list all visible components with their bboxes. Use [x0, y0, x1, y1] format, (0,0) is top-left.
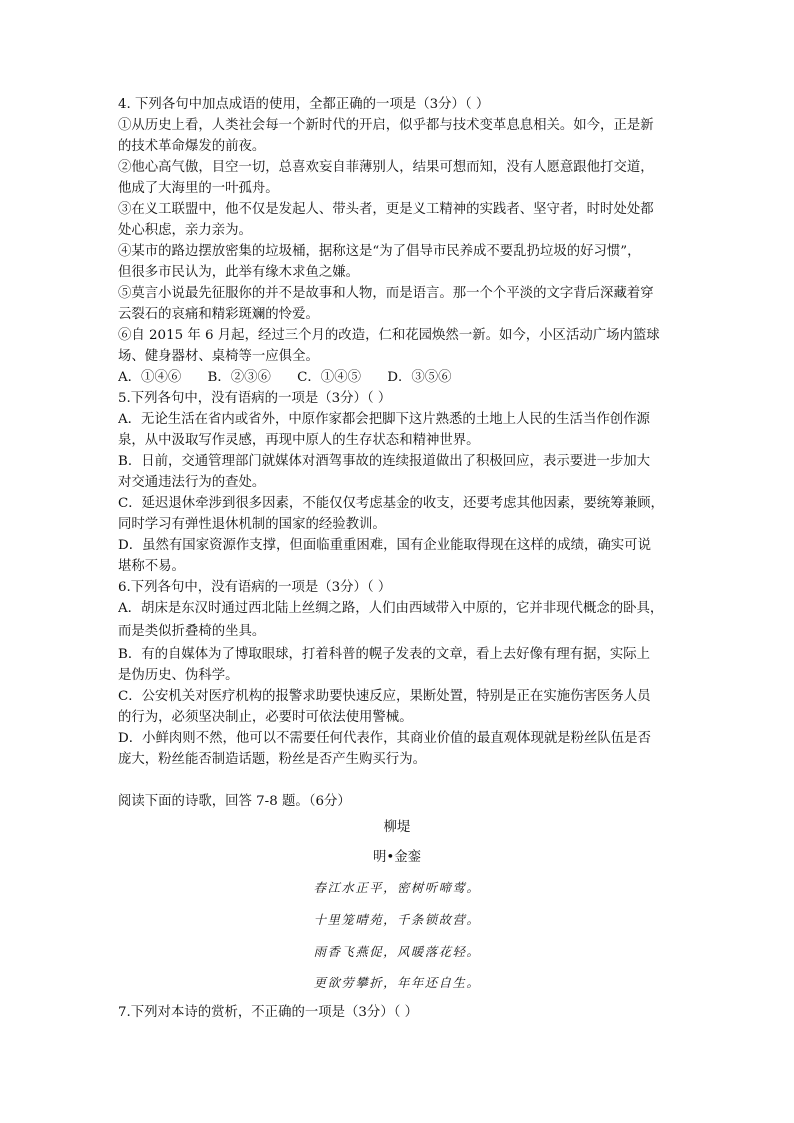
- q4-sentence-1-line-1: ①从历史上看，人类社会每一个新时代的开启，似乎都与技术变革息息相关。如今，正是新: [118, 118, 654, 133]
- poem-line-1: 春江水正平，密树听啼莺。: [313, 880, 481, 895]
- q5-option-c-line-2: 同时学习有弹性退休机制的国家的经验教训。: [118, 517, 386, 532]
- q6-option-c-line-2: 的行为，必须坚决制止，必要时可依法使用警械。: [118, 710, 413, 725]
- reading-intro: 阅读下面的诗歌，回答 7-8 题。（6分）: [118, 794, 351, 809]
- q4-option-b: B．②③⑥: [207, 370, 271, 385]
- q4-sentence-2-line-2: 他成了大海里的一叶孤舟。: [118, 181, 279, 196]
- q4-sentence-1-line-2: 的技术革命爆发的前夜。: [118, 139, 266, 154]
- q4-sentence-4-line-1: ④某市的路边摆放密集的垃圾桶，据称这是“为了倡导市民养成不要乱扔垃圾的好习惯”，: [118, 244, 641, 259]
- q6-option-c-line-1: C．公安机关对医疗机构的报警求助要快速反应，果断处置，特别是正在实施伤害医务人员: [118, 689, 651, 704]
- q7-stem: 7.下列对本诗的赏析，不正确的一项是（3分）（ ）: [118, 1005, 419, 1020]
- q4-option-a: A．①④⑥: [118, 370, 182, 385]
- poem-line-2: 十里笼晴苑，千条锁故营。: [313, 912, 481, 927]
- q5-option-d-line-1: D．虽然有国家资源作支撑，但面临重重困难，国有企业能取得现在这样的成绩，确实可说: [118, 538, 651, 553]
- q4-sentence-3-line-1: ③在义工联盟中，他不仅是发起人、带头者，更是义工精神的实践者、坚守者，时时处处都: [118, 202, 654, 217]
- q4-sentence-6-line-2: 场、健身器材、桌椅等一应俱全。: [118, 349, 319, 364]
- q4-sentence-6-line-1: ⑥自 2015 年 6 月起，经过三个月的改造，仁和花园焕然一新。如今，小区活动广场内篮球: [118, 328, 660, 343]
- poem-author: 明•金銮: [372, 850, 422, 865]
- q5-option-a-line-2: 泉，从中汲取写作灵感，再现中原人的生存状态和精神世界。: [118, 433, 480, 448]
- q4-option-c: C．①④⑤: [297, 370, 361, 385]
- q5-option-a-line-1: A．无论生活在省内或省外，中原作家都会把脚下这片熟悉的土地上人民的生活当作创作源: [118, 412, 650, 427]
- q5-stem: 5.下列各句中，没有语病的一项是（3分）（ ）: [118, 391, 392, 406]
- q5-option-c-line-1: C．延迟退休牵涉到很多因素，不能仅仅考虑基金的收支，还要考虑其他因素，要统筹兼顾，: [118, 496, 664, 511]
- q6-stem: 6.下列各句中，没有语病的一项是（3分）（ ）: [118, 580, 392, 595]
- q4-sentence-3-line-2: 处心积虑，亲力亲为。: [118, 223, 252, 238]
- q5-option-d-line-2: 堪称不易。: [118, 559, 185, 574]
- q6-option-d-line-1: D．小鲜肉则不然，他可以不需要任何代表作，其商业价值的最直观体现就是粉丝队伍是否: [118, 731, 651, 746]
- q4-options: [118, 368, 688, 388]
- q4-stem: 4. 下列各句中加点成语的使用，全都正确的一项是（3分）（ ）: [118, 97, 490, 112]
- poem-line-3: 雨香飞燕促，风暖落花轻。: [313, 944, 481, 959]
- q4-sentence-5-line-2: 云裂石的哀痛和精彩斑斓的怜爱。: [118, 307, 319, 322]
- q6-option-b-line-2: 是伪历史、伪科学。: [118, 668, 239, 683]
- q6-option-a-line-1: A．胡床是东汉时通过西北陆上丝绸之路，人们由西域带入中原的，它并非现代概念的卧具，: [118, 601, 664, 616]
- q6-option-a-line-2: 而是类似折叠椅的坐具。: [118, 624, 266, 639]
- q5-option-b-line-1: B．日前，交通管理部门就媒体对酒驾事故的连续报道做出了积极回应，表示要进一步加大: [118, 454, 651, 469]
- q4-option-d: D．③⑤⑥: [387, 370, 452, 385]
- q6-option-d-line-2: 庞大，粉丝能否制造话题，粉丝是否产生购买行为。: [118, 752, 426, 767]
- q4-sentence-4-line-2: 但很多市民认为，此举有缘木求鱼之嫌。: [118, 265, 360, 280]
- poem-title: 柳堤: [383, 820, 411, 835]
- q6-option-b-line-1: B．有的自媒体为了博取眼球，打着科普的幌子发表的文章，看上去好像有理有据，实际上: [118, 647, 651, 662]
- q4-sentence-5-line-1: ⑤莫言小说最先征服你的并不是故事和人物，而是语言。那一个个平淡的文字背后深藏着穿: [118, 286, 654, 301]
- poem-line-4: 更欲劳攀折，年年还自生。: [313, 975, 481, 990]
- q5-option-b-line-2: 对交通违法行为的查处。: [118, 475, 266, 490]
- q4-sentence-2-line-1: ②他心高气傲，目空一切，总喜欢妄自菲薄别人，结果可想而知，没有人愿意跟他打交道，: [118, 160, 654, 175]
